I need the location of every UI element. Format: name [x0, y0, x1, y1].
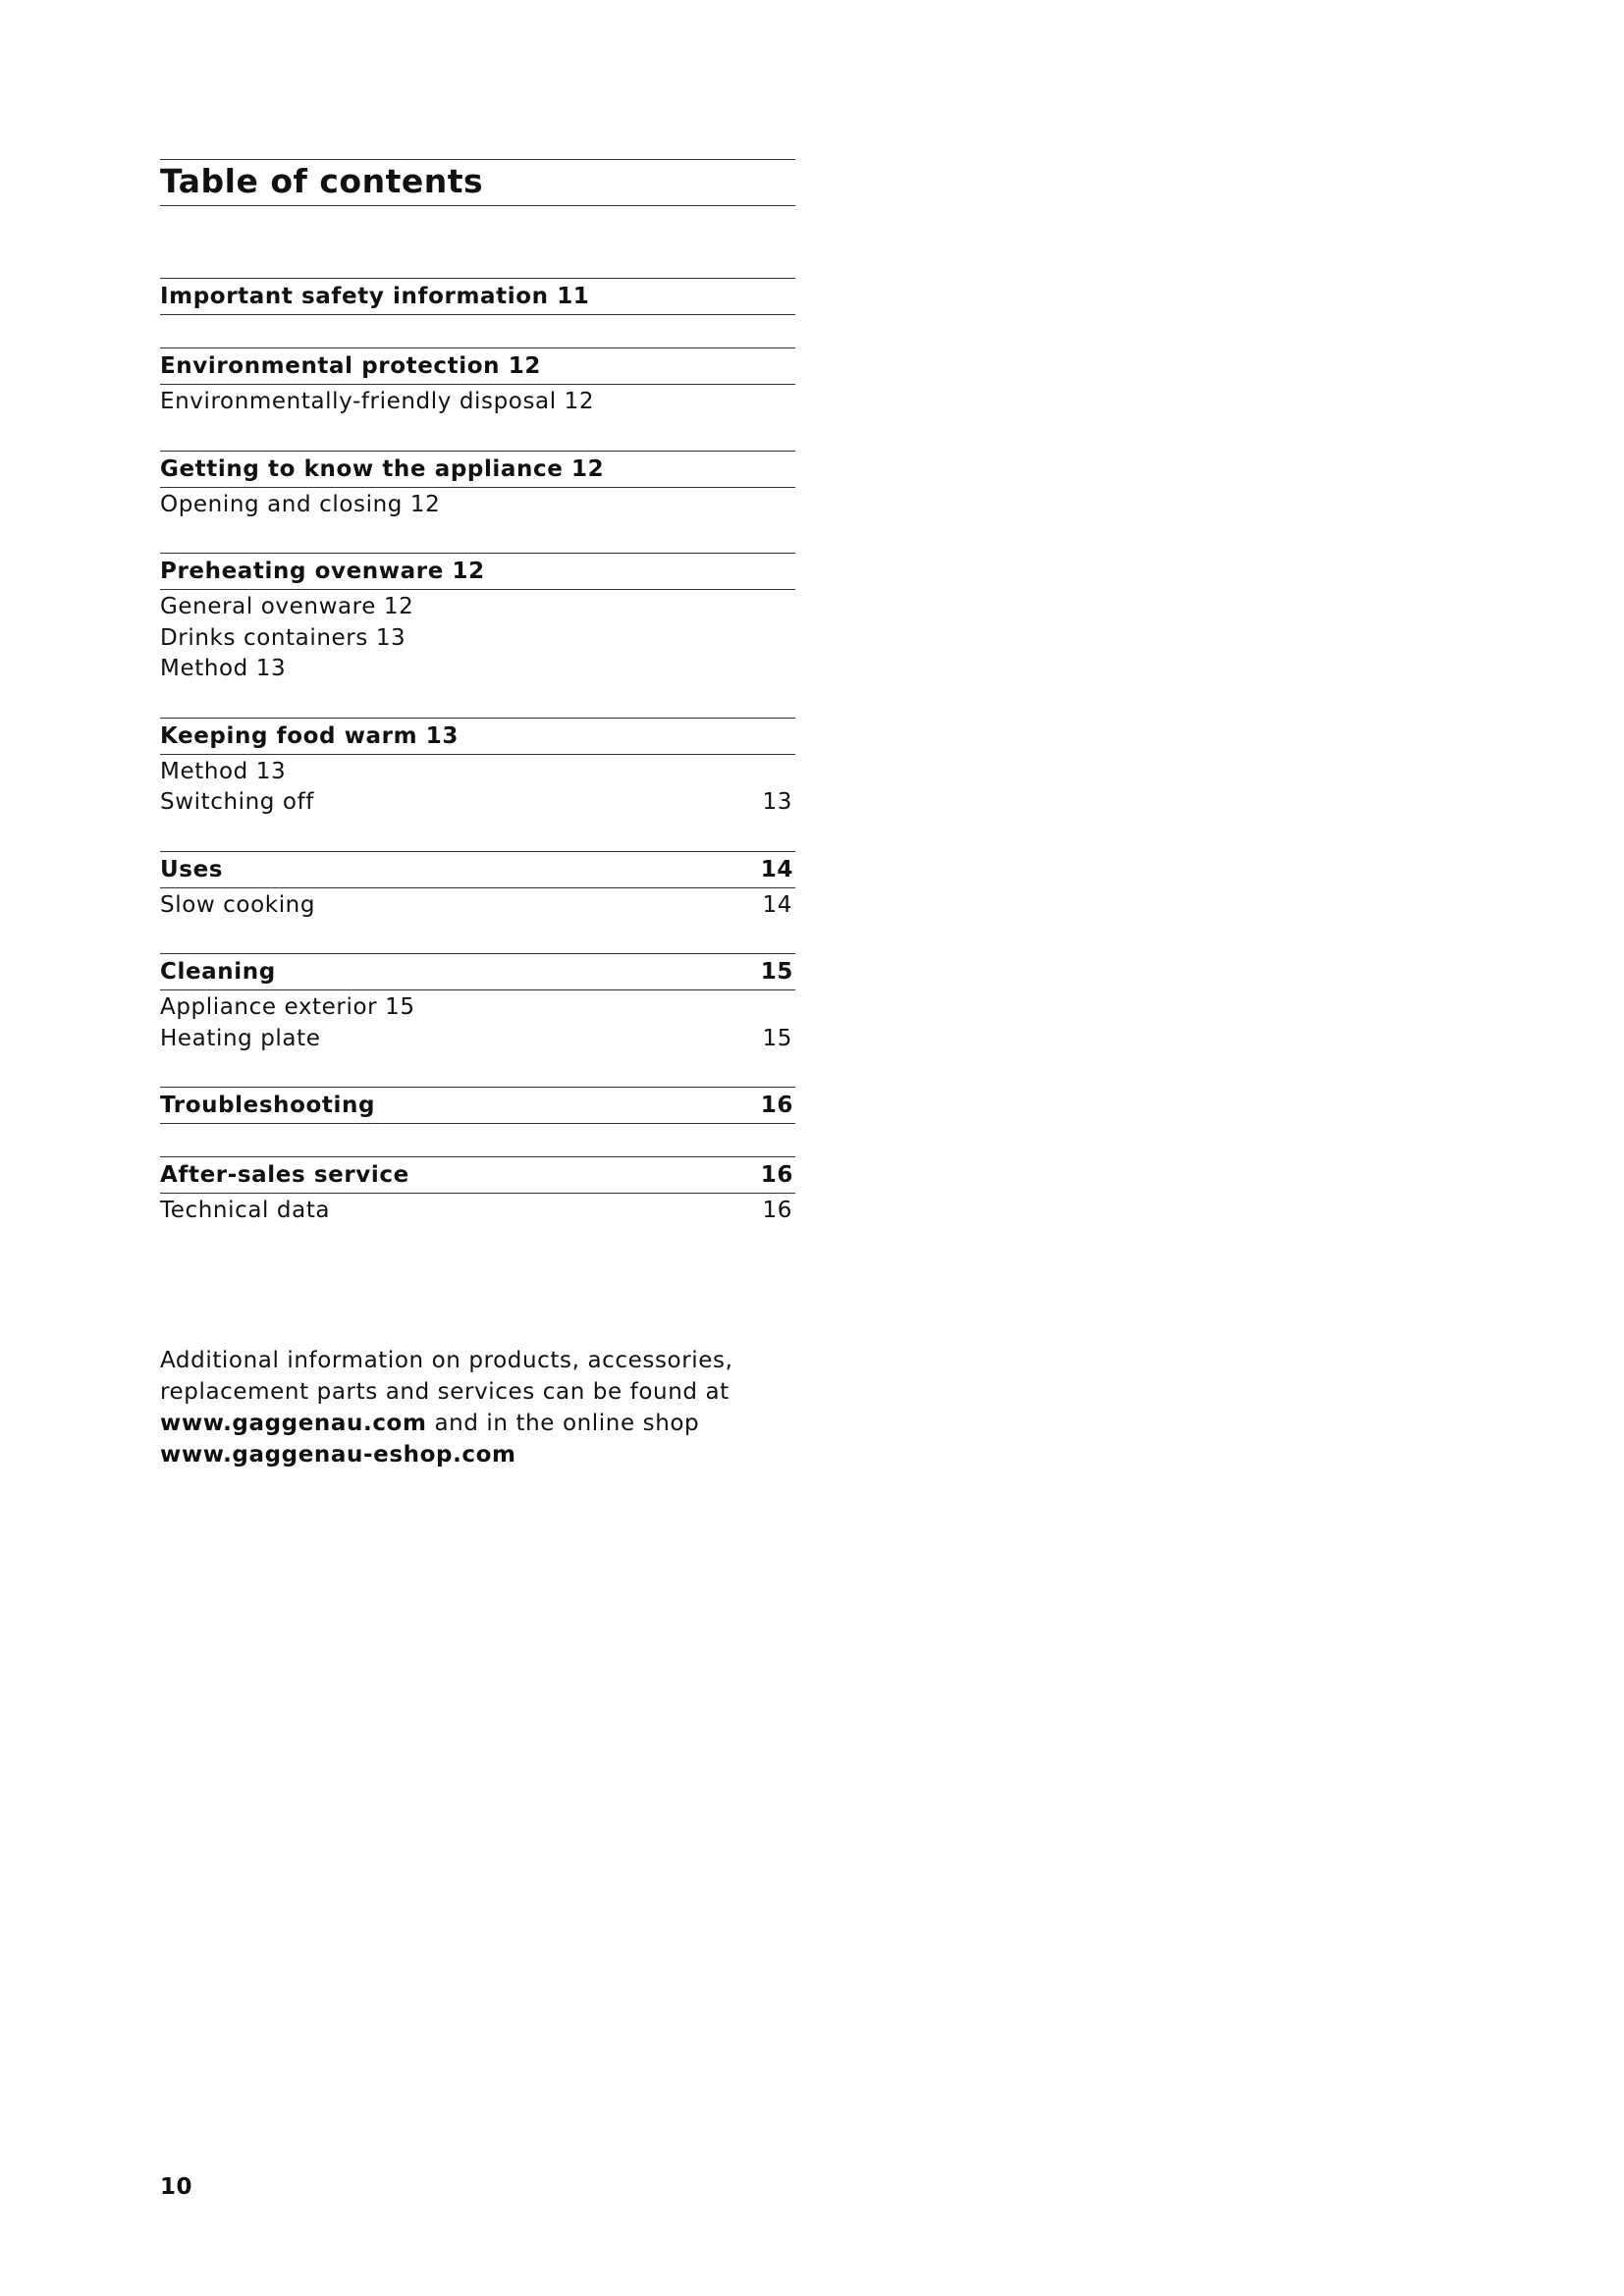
toc-entry-page-number: 16	[762, 1198, 792, 1223]
section-heading[interactable]	[160, 718, 795, 755]
toc-sections	[160, 278, 795, 1227]
toc-entry-page-number: 13	[762, 789, 792, 815]
section-heading-label: Uses	[160, 856, 224, 882]
toc-entry-page-number	[792, 654, 795, 685]
section-heading[interactable]	[160, 1087, 795, 1124]
section-heading[interactable]	[160, 451, 795, 488]
section-heading[interactable]	[160, 278, 795, 315]
toc-section	[160, 851, 795, 922]
toc-entry[interactable]	[160, 623, 795, 655]
toc-section	[160, 278, 795, 315]
toc-entry-label: Environmentally-friendly disposal 12	[160, 389, 595, 414]
toc-entry-page-number	[792, 623, 795, 655]
toc-entry-label: Switching off	[160, 789, 314, 815]
toc-entry[interactable]	[160, 992, 795, 1024]
section-page-number: 14	[760, 856, 793, 882]
toc-entry[interactable]	[160, 757, 795, 788]
toc-entry-label: Heating plate	[160, 1025, 321, 1051]
table-of-contents	[160, 159, 795, 1259]
section-entries	[160, 1194, 795, 1227]
info-line-2: replacement parts and services can be found at	[160, 1379, 730, 1405]
toc-entry-page-number: 15	[762, 1025, 792, 1051]
toc-entry-label: Slow cooking	[160, 891, 316, 918]
section-entries	[160, 888, 795, 922]
section-page-number: 15	[760, 959, 793, 985]
toc-entry-label: Drinks containers 13	[160, 624, 406, 651]
section-heading[interactable]	[160, 953, 795, 990]
section-heading[interactable]	[160, 347, 795, 385]
section-heading-label: Important safety information 11	[160, 284, 590, 309]
section-heading-label: Troubleshooting	[160, 1093, 376, 1118]
section-heading-label: Preheating ovenware 12	[160, 559, 485, 584]
section-heading-label: Getting to know the appliance 12	[160, 455, 605, 482]
toc-entry-page-number: 14	[762, 891, 792, 918]
section-heading-label: Keeping food warm 13	[160, 722, 459, 749]
section-heading-label: Cleaning	[160, 959, 276, 985]
toc-entry-page-number	[792, 592, 795, 623]
toc-entry[interactable]	[160, 890, 795, 922]
toc-section	[160, 451, 795, 521]
toc-section	[160, 553, 795, 685]
toc-entry[interactable]	[160, 1196, 795, 1227]
toc-entry[interactable]	[160, 1024, 795, 1055]
toc-entry[interactable]	[160, 787, 795, 819]
toc-section	[160, 718, 795, 819]
toc-entry-label: Technical data	[160, 1198, 331, 1223]
page-title: Table of contents	[160, 162, 484, 200]
toc-entry[interactable]	[160, 654, 795, 685]
toc-section	[160, 953, 795, 1054]
toc-entry-page-number	[792, 387, 795, 418]
info-line-3	[160, 1408, 795, 1439]
toc-entry-label: Method 13	[160, 758, 287, 784]
section-heading[interactable]	[160, 553, 795, 590]
toc-entry[interactable]	[160, 387, 795, 418]
section-page-number: 16	[760, 1093, 793, 1118]
section-heading-label: Environmental protection 12	[160, 353, 541, 379]
info-line-1: Additional information on products, accessories,	[160, 1348, 733, 1373]
toc-section	[160, 347, 795, 418]
section-heading[interactable]	[160, 1156, 795, 1194]
info-line-3-text: and in the online shop	[426, 1411, 700, 1436]
section-heading[interactable]	[160, 851, 795, 888]
section-entries	[160, 990, 795, 1054]
info-line-4	[160, 1439, 795, 1470]
toc-entry-label: Opening and closing 12	[160, 491, 441, 517]
section-entries	[160, 755, 795, 819]
section-heading-label: After-sales service	[160, 1162, 409, 1188]
section-entries	[160, 385, 795, 418]
section-entries	[160, 488, 795, 521]
toc-entry[interactable]	[160, 592, 795, 623]
toc-entry-label: Method 13	[160, 656, 287, 681]
toc-section	[160, 1156, 795, 1227]
toc-entry-label: Appliance exterior 15	[160, 994, 415, 1020]
additional-info	[160, 1345, 795, 1470]
toc-entry-page-number	[792, 992, 795, 1024]
toc-section	[160, 1087, 795, 1124]
toc-entry-label: General ovenware 12	[160, 594, 414, 619]
toc-entry-page-number	[792, 490, 795, 521]
section-entries	[160, 590, 795, 685]
toc-entry[interactable]	[160, 490, 795, 521]
website-link[interactable]: www.gaggenau.com	[160, 1411, 427, 1436]
title-block	[160, 159, 795, 206]
eshop-link[interactable]: www.gaggenau-eshop.com	[160, 1442, 516, 1468]
toc-entry-page-number	[792, 757, 795, 788]
page-number: 10	[160, 2174, 193, 2200]
section-page-number: 16	[760, 1162, 793, 1188]
